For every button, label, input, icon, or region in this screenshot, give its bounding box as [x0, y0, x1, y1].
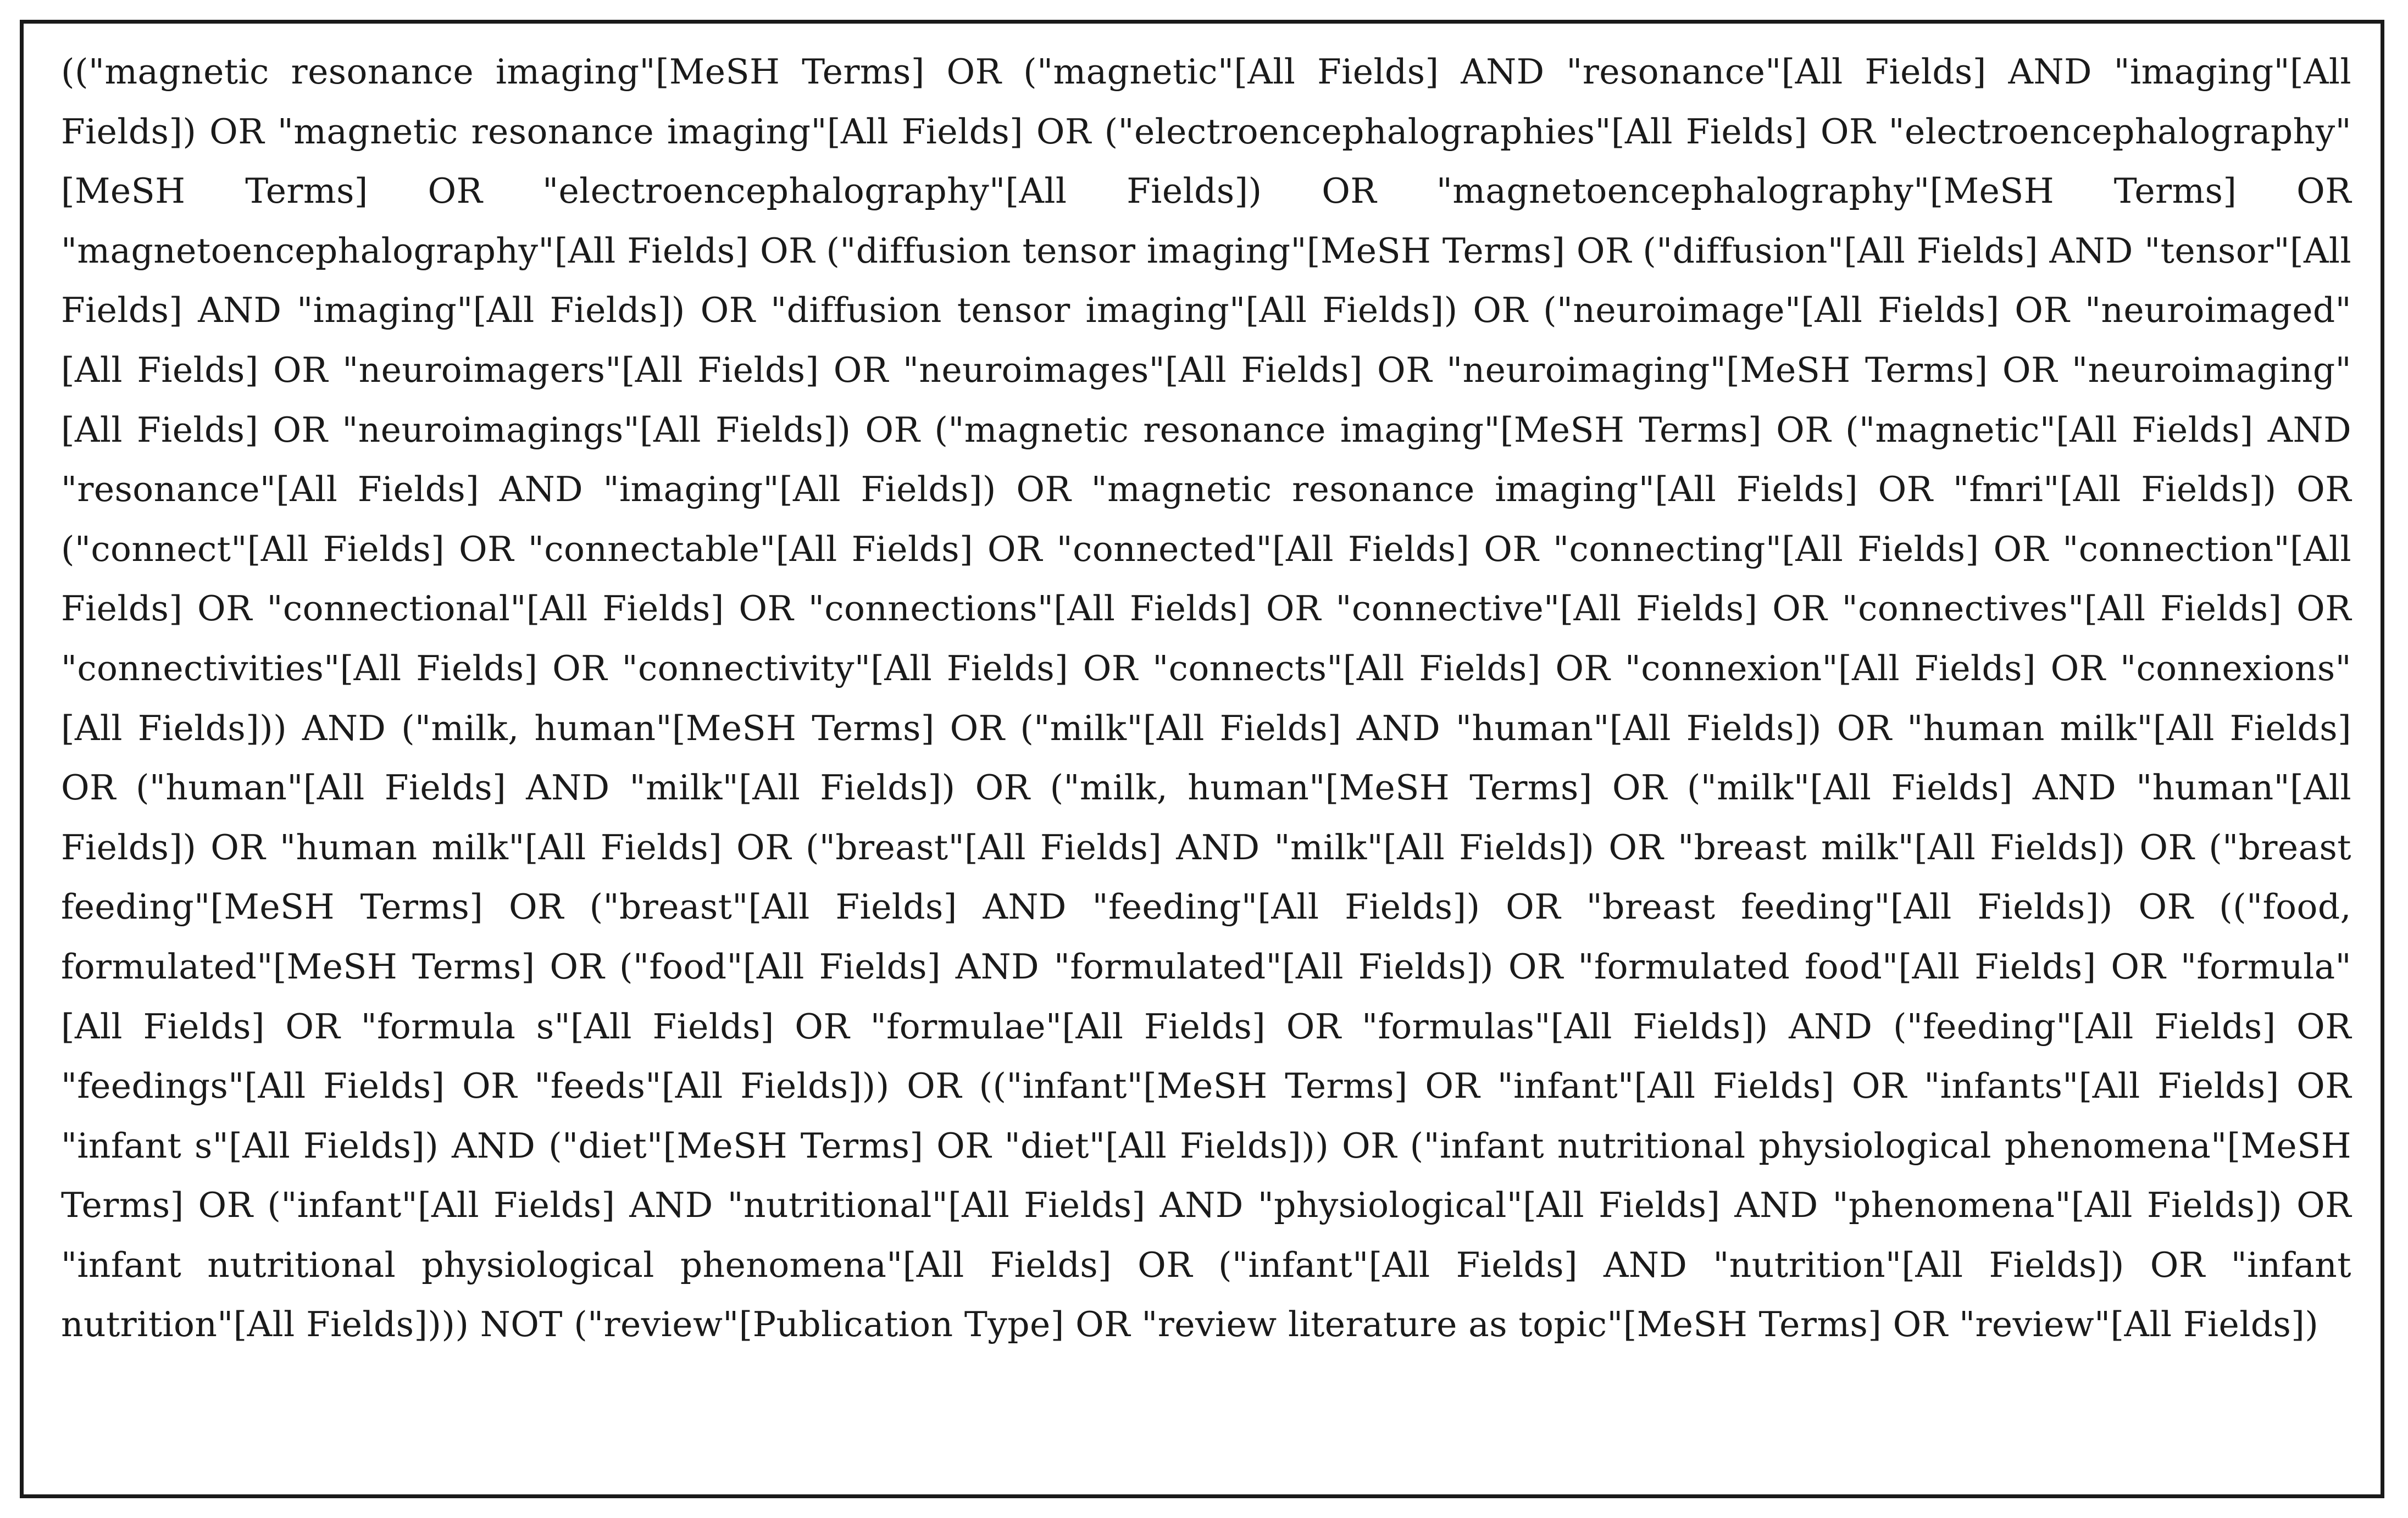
search-query-box — [20, 20, 2384, 1498]
search-query-text: (("magnetic resonance imaging"[MeSH Terms] OR ("magnetic"[All Fields] AND "resonance"[All Fields] AND "imaging"[All Fields]) OR "magnetic resonance imaging"[All Fields] OR ("electroencephalographies"[All Fields] OR "electroencephalography"[MeSH Terms] OR "electroencephalography"[All Fields]) OR "magnetoencephalography"[MeSH Terms] OR "magnetoencephalography"[All Fields] OR ("diffusion tensor imaging"[MeSH Terms] OR ("diffusion"[All Fields] AND "tensor"[All Fields] AND "imaging"[All Fields]) OR "diffusion tensor imaging"[All Fields]) OR ("neuroimage"[All Fields] OR "neuroimaged"[All Fields] OR "neuroimagers"[All Fields] OR "neuroimages"[All Fields] OR "neuroimaging"[MeSH Terms] OR "neuroimaging"[All Fields] OR "neuroimagings"[All Fields]) OR ("magnetic resonance imaging"[MeSH Terms] OR ("magnetic"[All Fields] AND "resonance"[All Fields] AND "imaging"[All Fields]) OR "magnetic resonance imaging"[All Fields] OR "fmri"[All Fields]) OR ("connect"[All Fields] OR "connectable"[All Fields] OR "connected"[All Fields] OR "connecting"[All Fields] OR "connection"[All Fields] OR "connectional"[All Fields] OR "connections"[All Fields] OR "connective"[All Fields] OR "connectives"[All Fields] OR "connectivities"[All Fields] OR "connectivity"[All Fields] OR "connects"[All Fields] OR "connexion"[All Fields] OR "connexions"[All Fields])) AND ("milk, human"[MeSH Terms] OR ("milk"[All Fields] AND "human"[All Fields]) OR "human milk"[All Fields] OR ("human"[All Fields] AND "milk"[All Fields]) OR ("milk, human"[MeSH Terms] OR ("milk"[All Fields] AND "human"[All Fields]) OR "human milk"[All Fields] OR ("breast"[All Fields] AND "milk"[All Fields]) OR "breast milk"[All Fields]) OR ("breast feeding"[MeSH Terms] OR ("breast"[All Fields] AND "feeding"[All Fields]) OR "breast feeding"[All Fields]) OR (("food, formulated"[MeSH Terms] OR ("food"[All Fields] AND "formulated"[All Fields]) OR "formulated food"[All Fields] OR "formula"[All Fields] OR "formula s"[All Fields] OR "formulae"[All Fields] OR "formulas"[All Fields]) AND ("feeding"[All Fields] OR "feedings"[All Fields] OR "feeds"[All Fields])) OR (("infant"[MeSH Terms] OR "infant"[All Fields] OR "infants"[All Fields] OR "infant s"[All Fields]) AND ("diet"[MeSH Terms] OR "diet"[All Fields])) OR ("infant nutritional physiological phenomena"[MeSH Terms] OR ("infant"[All Fields] AND "nutritional"[All Fields] AND "physiological"[All Fields] AND "phenomena"[All Fields]) OR "infant nutritional physiological phenomena"[All Fields] OR ("infant"[All Fields] AND "nutrition"[All Fields]) OR "infant nutrition"[All Fields]))) NOT ("review"[Publication Type] OR "review literature as topic"[MeSH Terms] OR "review"[All Fields]) — [61, 52, 2351, 1345]
